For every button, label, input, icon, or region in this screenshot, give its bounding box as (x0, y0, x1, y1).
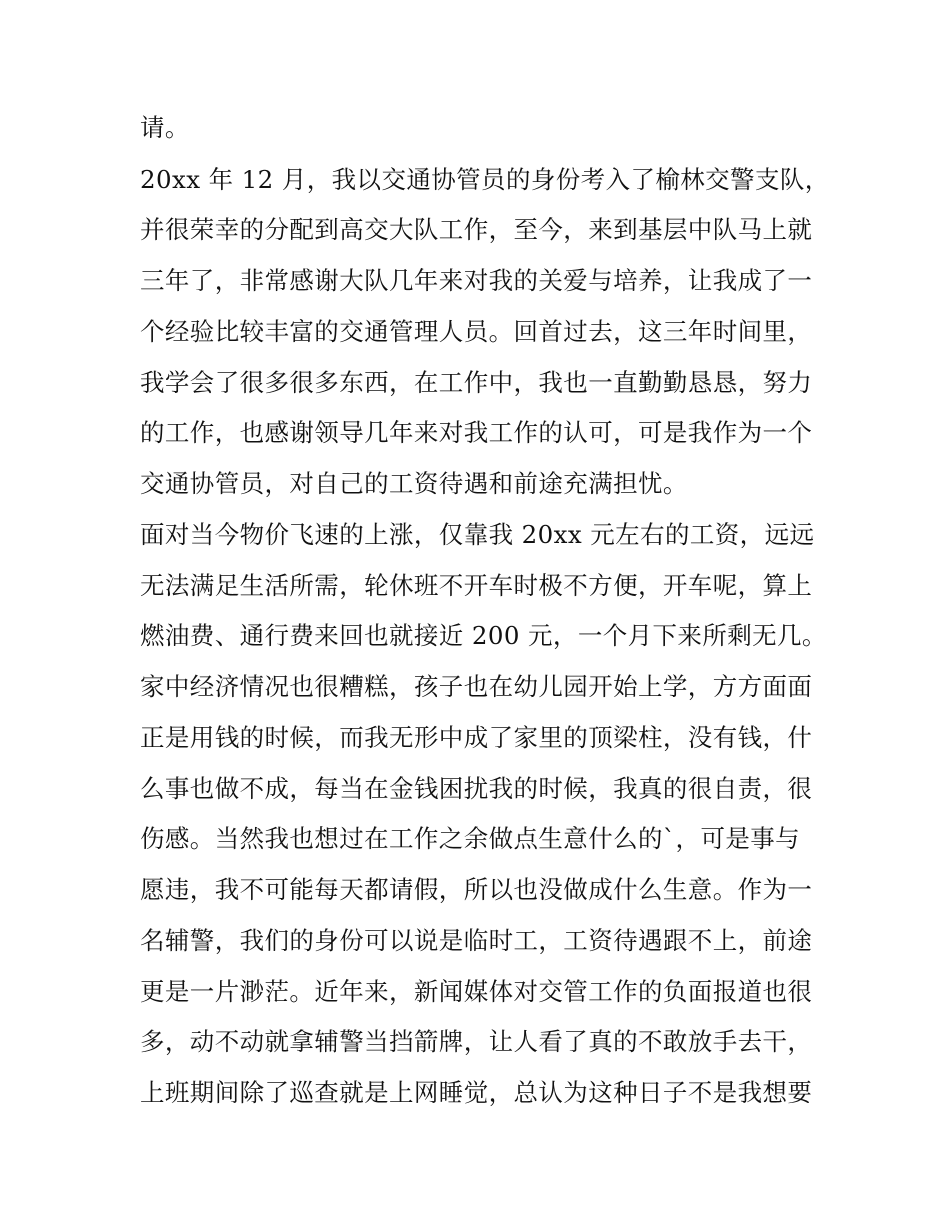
text-line: 交通协管员，对自己的工资待遇和前途充满担忧。 (140, 469, 688, 498)
text-line: 么事也做不成，每当在金钱困扰我的时候，我真的很自责，很 (140, 774, 813, 803)
text-line: 的工作，也感谢领导几年来对我工作的认可，可是我作为一个 (140, 418, 813, 447)
text-line: 正是用钱的时候，而我无形中成了家里的顶梁柱，没有钱，什 (140, 723, 813, 752)
text-line: 三年了，非常感谢大队几年来对我的关爱与培养，让我成了一 (140, 266, 813, 295)
text-line: 多，动不动就拿辅警当挡箭牌，让人看了真的不敢放手去干， (140, 1027, 813, 1056)
text-line: 名辅警，我们的身份可以说是临时工，工资待遇跟不上，前途 (140, 926, 813, 955)
text-line: 伤感。当然我也想过在工作之余做点生意什么的`，可是事与 (140, 824, 801, 853)
text-line: 无法满足生活所需，轮休班不开车时极不方便，开车呢，算上 (140, 571, 813, 600)
text-line: 个经验比较丰富的交通管理人员。回首过去，这三年时间里， (140, 317, 813, 346)
text-line: 更是一片渺茫。近年来，新闻媒体对交管工作的负面报道也很 (140, 977, 813, 1006)
text-line: 面对当今物价飞速的上涨，仅靠我 20xx 元左右的工资，远远 (140, 520, 815, 549)
text-line: 愿违，我不可能每天都请假，所以也没做成什么生意。作为一 (140, 875, 813, 904)
text-line: 燃油费、通行费来回也就接近 200 元，一个月下来所剩无几。 (140, 621, 827, 650)
text-line: 请。 (140, 113, 190, 142)
text-line: 上班期间除了巡查就是上网睡觉，总认为这种日子不是我想要 (140, 1078, 813, 1107)
text-line: 20xx 年 12 月，我以交通协管员的身份考入了榆林交警支队， (140, 165, 830, 194)
text-line: 家中经济情况也很糟糕，孩子也在幼儿园开始上学，方方面面 (140, 672, 813, 701)
text-line: 并很荣幸的分配到高交大队工作，至今，来到基层中队马上就 (140, 215, 813, 244)
text-line: 我学会了很多很多东西，在工作中，我也一直勤勤恳恳，努力 (140, 368, 813, 397)
